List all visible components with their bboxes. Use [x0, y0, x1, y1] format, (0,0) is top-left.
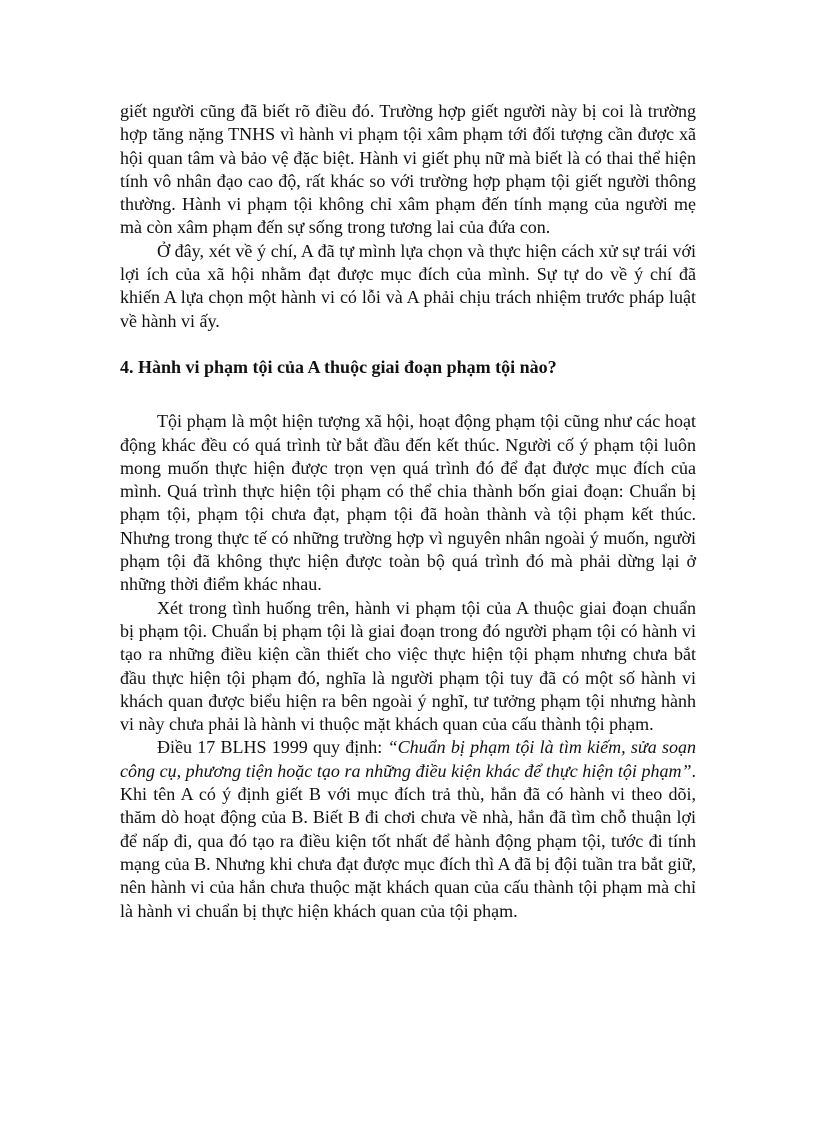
- paragraph-4: Xét trong tình huống trên, hành vi phạm tội của A thuộc giai đoạn chuẩn bị phạm tội. Chuẩn bị phạm tội là giai đoạn trong đó người phạm tội có hành vi tạo ra những điều kiện cần thiết cho việc thực hiện tội phạm nhưng chưa bắt đầu thực hiện tội phạm đó, nghĩa là người phạm tội tuy đã có một số hành vi khách quan được biểu hiện ra bên ngoài ý nghĩ, tư tưởng phạm tội nhưng hành vi này chưa phải là hành vi thuộc mặt khách quan của cấu thành tội phạm.: [120, 597, 696, 735]
- paragraph-5: [120, 736, 696, 922]
- section-heading: 4. Hành vi phạm tội của A thuộc giai đoạn phạm tội nào?: [120, 356, 557, 377]
- paragraph-1: giết người cũng đã biết rõ điều đó. Trường hợp giết người này bị coi là trường hợp tăng nặng TNHS vì hành vi phạm tội xâm phạm tới đối tượng cần được xã hội quan tâm và bảo vệ đặc biệt. Hành vi giết phụ nữ mà biết là có thai thể hiện tính vô nhân đạo cao độ, rất khác so với trường hợp phạm tội giết người thông thường. Hành vi phạm tội không chỉ xâm phạm đến tính mạng của người mẹ mà còn xâm phạm đến sự sống trong tương lai của đứa con.: [120, 101, 696, 238]
- paragraph-5-lead: Điều 17 BLHS 1999 quy định:: [157, 737, 388, 758]
- paragraph-2: Ở đây, xét về ý chí, A đã tự mình lựa chọn và thực hiện cách xử sự trái với lợi ích của xã hội nhằm đạt được mục đích của mình. Sự tự do về ý chí đã khiến A lựa chọn một hành vi có lỗi và A phải chịu trách nhiệm trước pháp luật về hành vi ấy.: [120, 240, 696, 331]
- document-page: [120, 100, 696, 923]
- paragraph-3: Tội phạm là một hiện tượng xã hội, hoạt động phạm tội cũng như các hoạt động khác đều có quá trình từ bắt đầu đến kết thúc. Người cố ý phạm tội luôn mong muốn thực hiện được trọn vẹn quá trình đó để đạt được mục đích của mình. Quá trình thực hiện tội phạm có thể chia thành bốn giai đoạn: Chuẩn bị phạm tội, phạm tội chưa đạt, phạm tội đã hoàn thành và tội phạm kết thúc. Nhưng trong thực tế có những trường hợp vì nguyên nhân ngoài ý muốn, người phạm tội đã không thực hiện được toàn bộ quá trình đó mà phải dừng lại ở những thời điểm khác nhau.: [120, 411, 696, 595]
- law-quote: “Chuẩn bị phạm tội là tìm kiếm, sửa soạn công cụ, phương tiện hoặc tạo ra những điều kiện khác để thực hiện tội phạm”: [120, 737, 696, 781]
- paragraph-5-rest: . Khi tên A có ý định giết B với mục đích trả thù, hắn đã có hành vi theo dõi, thăm dò hoạt động của B. Biết B đi chơi chưa về nhà, hắn đã tìm chỗ thuận lợi để nấp đi, qua đó tạo ra điều kiện tốt nhất để hành động phạm tội, tước đi tính mạng của B. Nhưng khi chưa đạt được mục đích thì A đã bị đội tuần tra bắt giữ, nên hành vi của hắn chưa thuộc mặt khách quan của cấu thành tội phạm mà chỉ là hành vi chuẩn bị thực hiện khách quan của tội phạm.: [120, 760, 696, 921]
